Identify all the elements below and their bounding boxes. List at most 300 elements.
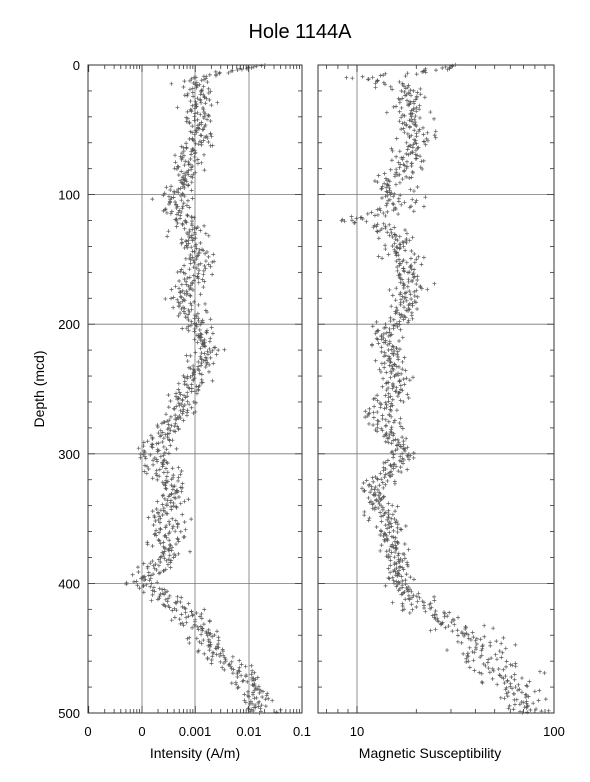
susceptibility-point bbox=[350, 76, 354, 80]
intensity-point bbox=[182, 201, 186, 205]
intensity-point bbox=[197, 281, 201, 285]
susceptibility-point bbox=[404, 436, 408, 440]
susceptibility-point bbox=[483, 664, 487, 668]
susceptibility-point bbox=[384, 584, 388, 588]
susceptibility-point bbox=[386, 567, 390, 571]
susceptibility-point bbox=[377, 254, 381, 258]
susceptibility-point bbox=[495, 683, 499, 687]
intensity-point bbox=[188, 275, 192, 279]
intensity-point bbox=[209, 661, 213, 665]
susceptibility-point bbox=[491, 677, 495, 681]
susceptibility-point bbox=[420, 159, 424, 163]
intensity-point bbox=[222, 661, 226, 665]
intensity-point bbox=[200, 616, 204, 620]
susceptibility-point bbox=[398, 235, 402, 239]
susceptibility-point bbox=[412, 577, 416, 581]
susceptibility-point bbox=[391, 202, 395, 206]
susceptibility-point bbox=[393, 509, 397, 513]
susceptibility-point bbox=[504, 665, 508, 669]
intensity-point bbox=[136, 565, 140, 569]
susceptibility-point bbox=[466, 654, 470, 658]
susceptibility-point bbox=[400, 106, 404, 110]
susceptibility-point bbox=[390, 231, 394, 235]
intensity-point bbox=[176, 552, 180, 556]
susceptibility-point bbox=[387, 531, 391, 535]
intensity-point bbox=[187, 602, 191, 606]
susceptibility-point bbox=[402, 169, 406, 173]
intensity-point bbox=[188, 130, 192, 134]
intensity-point bbox=[169, 296, 173, 300]
intensity-point bbox=[202, 153, 206, 157]
susceptibility-point bbox=[400, 579, 404, 583]
susceptibility-point bbox=[543, 671, 547, 675]
susceptibility-point bbox=[390, 503, 394, 507]
intensity-point bbox=[170, 288, 174, 292]
depth-tick-label: 500 bbox=[58, 706, 80, 721]
susceptibility-point bbox=[382, 366, 386, 370]
intensity-point bbox=[157, 441, 161, 445]
susceptibility-point bbox=[407, 83, 411, 87]
intensity-point bbox=[176, 537, 180, 541]
susceptibility-point bbox=[384, 440, 388, 444]
intensity-point bbox=[198, 241, 202, 245]
intensity-point bbox=[184, 243, 188, 247]
susceptibility-point bbox=[399, 89, 403, 93]
susceptibility-point bbox=[418, 116, 422, 120]
susceptibility-point bbox=[398, 454, 402, 458]
intensity-point bbox=[137, 446, 141, 450]
susceptibility-point bbox=[402, 305, 406, 309]
susceptibility-point bbox=[401, 155, 405, 159]
susceptibility-point bbox=[544, 697, 548, 701]
susceptibility-point bbox=[408, 378, 412, 382]
intensity-point bbox=[158, 592, 162, 596]
susceptibility-point bbox=[383, 483, 387, 487]
susceptibility-point bbox=[410, 197, 414, 201]
susceptibility-ticks bbox=[326, 65, 564, 739]
susceptibility-point bbox=[394, 253, 398, 257]
intensity-point bbox=[201, 278, 205, 282]
intensity-point bbox=[261, 690, 265, 694]
susceptibility-point bbox=[366, 77, 370, 81]
susceptibility-point bbox=[399, 127, 403, 131]
intensity-point bbox=[196, 340, 200, 344]
susceptibility-point bbox=[491, 669, 495, 673]
susceptibility-point bbox=[405, 231, 409, 235]
intensity-point bbox=[184, 257, 188, 261]
susceptibility-point bbox=[398, 110, 402, 114]
intensity-point bbox=[151, 593, 155, 597]
intensity-point bbox=[164, 412, 168, 416]
susceptibility-point bbox=[367, 407, 371, 411]
susceptibility-point bbox=[391, 398, 395, 402]
susceptibility-point bbox=[470, 650, 474, 654]
intensity-point bbox=[197, 268, 201, 272]
intensity-point bbox=[190, 124, 194, 128]
susceptibility-point bbox=[402, 568, 406, 572]
intensity-point bbox=[151, 509, 155, 513]
susceptibility-point bbox=[401, 427, 405, 431]
susceptibility-point bbox=[402, 286, 406, 290]
susceptibility-point bbox=[403, 597, 407, 601]
intensity-point bbox=[170, 209, 174, 213]
susceptibility-point bbox=[370, 343, 374, 347]
intensity-point bbox=[178, 472, 182, 476]
susceptibility-point bbox=[401, 336, 405, 340]
intensity-tick-label: 0 bbox=[138, 724, 146, 739]
intensity-point bbox=[150, 197, 154, 201]
susceptibility-point bbox=[446, 68, 450, 72]
intensity-point bbox=[183, 227, 187, 231]
susceptibility-point bbox=[538, 670, 542, 674]
susceptibility-point bbox=[399, 528, 403, 532]
susceptibility-point bbox=[494, 639, 498, 643]
susceptibility-point bbox=[394, 104, 398, 108]
susceptibility-point bbox=[413, 294, 417, 298]
intensity-point bbox=[211, 361, 215, 365]
susceptibility-point bbox=[363, 489, 367, 493]
intensity-point bbox=[131, 573, 135, 577]
susceptibility-point bbox=[397, 551, 401, 555]
intensity-point bbox=[190, 626, 194, 630]
intensity-point bbox=[189, 262, 193, 266]
intensity-point bbox=[170, 548, 174, 552]
susceptibility-point bbox=[376, 399, 380, 403]
susceptibility-point bbox=[378, 405, 382, 409]
intensity-point bbox=[156, 511, 160, 515]
susceptibility-point bbox=[404, 74, 408, 78]
susceptibility-point bbox=[397, 339, 401, 343]
intensity-point bbox=[196, 625, 200, 629]
susceptibility-point bbox=[387, 288, 391, 292]
intensity-point bbox=[180, 513, 184, 517]
susceptibility-point bbox=[503, 681, 507, 685]
intensity-point bbox=[264, 697, 268, 701]
susceptibility-point bbox=[383, 394, 387, 398]
susceptibility-point bbox=[422, 606, 426, 610]
susceptibility-point bbox=[399, 465, 403, 469]
intensity-point bbox=[187, 205, 191, 209]
susceptibility-point bbox=[393, 517, 397, 521]
susceptibility-point bbox=[499, 655, 503, 659]
susceptibility-point bbox=[406, 71, 410, 75]
susceptibility-point bbox=[468, 665, 472, 669]
intensity-point bbox=[170, 517, 174, 521]
intensity-point bbox=[185, 213, 189, 217]
intensity-point bbox=[201, 638, 205, 642]
susceptibility-point bbox=[402, 130, 406, 134]
susceptibility-point bbox=[504, 674, 508, 678]
susceptibility-point bbox=[391, 195, 395, 199]
intensity-point bbox=[205, 331, 209, 335]
chart-title: Hole 1144A bbox=[248, 21, 352, 43]
intensity-point bbox=[177, 475, 181, 479]
intensity-point bbox=[180, 237, 184, 241]
susceptibility-point bbox=[400, 435, 404, 439]
susceptibility-point bbox=[408, 188, 412, 192]
intensity-tick-label: 0 bbox=[84, 724, 92, 739]
intensity-point bbox=[168, 399, 172, 403]
susceptibility-point bbox=[362, 489, 366, 493]
intensity-point bbox=[188, 253, 192, 257]
intensity-point bbox=[155, 473, 159, 477]
susceptibility-point bbox=[399, 303, 403, 307]
intensity-point bbox=[209, 317, 213, 321]
susceptibility-point bbox=[450, 629, 454, 633]
susceptibility-point bbox=[429, 629, 433, 633]
susceptibility-point bbox=[405, 468, 409, 472]
intensity-point bbox=[161, 540, 165, 544]
intensity-point bbox=[202, 622, 206, 626]
intensity-point bbox=[177, 466, 181, 470]
susceptibility-point bbox=[371, 423, 375, 427]
depth-tick-label: 100 bbox=[58, 187, 80, 203]
susceptibility-point bbox=[380, 350, 384, 354]
intensity-point bbox=[200, 629, 204, 633]
susceptibility-point bbox=[379, 477, 383, 481]
susceptibility-point bbox=[366, 412, 370, 416]
intensity-point bbox=[186, 408, 190, 412]
susceptibility-point bbox=[412, 102, 416, 106]
susceptibility-point bbox=[364, 220, 368, 224]
susceptibility-point bbox=[472, 668, 476, 672]
susceptibility-point bbox=[399, 115, 403, 119]
susceptibility-point bbox=[396, 554, 400, 558]
susceptibility-point bbox=[401, 127, 405, 131]
depth-tick-label: 400 bbox=[58, 576, 80, 592]
susceptibility-point bbox=[400, 451, 404, 455]
intensity-point bbox=[190, 390, 194, 394]
intensity-point bbox=[169, 507, 173, 511]
intensity-point bbox=[181, 412, 185, 416]
susceptibility-point bbox=[497, 667, 501, 671]
intensity-point bbox=[146, 439, 150, 443]
susceptibility-point bbox=[387, 420, 391, 424]
susceptibility-point bbox=[396, 505, 400, 509]
susceptibility-point bbox=[379, 529, 383, 533]
intensity-point bbox=[158, 468, 162, 472]
intensity-point bbox=[180, 151, 184, 155]
intensity-point bbox=[173, 615, 177, 619]
intensity-point bbox=[186, 497, 190, 501]
susceptibility-point bbox=[380, 543, 384, 547]
intensity-point bbox=[183, 403, 187, 407]
intensity-point bbox=[202, 224, 206, 228]
susceptibility-point bbox=[350, 215, 354, 219]
intensity-point bbox=[252, 696, 256, 700]
intensity-point bbox=[192, 330, 196, 334]
susceptibility-point bbox=[380, 256, 384, 260]
intensity-point bbox=[190, 215, 194, 219]
intensity-point bbox=[207, 87, 211, 91]
susceptibility-point bbox=[391, 456, 395, 460]
intensity-point bbox=[265, 691, 269, 695]
susceptibility-point bbox=[391, 601, 395, 605]
intensity-point bbox=[164, 185, 168, 189]
intensity-point bbox=[188, 157, 192, 161]
susceptibility-point bbox=[520, 676, 524, 680]
susceptibility-point bbox=[527, 679, 531, 683]
intensity-point bbox=[254, 696, 258, 700]
intensity-point bbox=[155, 468, 159, 472]
susceptibility-point bbox=[396, 530, 400, 534]
intensity-point bbox=[170, 609, 174, 613]
susceptibility-point bbox=[390, 244, 394, 248]
susceptibility-point bbox=[392, 202, 396, 206]
susceptibility-point bbox=[412, 209, 416, 213]
intensity-point bbox=[230, 660, 234, 664]
susceptibility-point bbox=[537, 698, 541, 702]
intensity-point bbox=[155, 478, 159, 482]
susceptibility-point bbox=[401, 461, 405, 465]
susceptibility-point bbox=[403, 228, 407, 232]
susceptibility-point bbox=[389, 168, 393, 172]
susceptibility-point bbox=[394, 389, 398, 393]
susceptibility-axis-label: Magnetic Susceptibility bbox=[358, 745, 502, 761]
intensity-point bbox=[239, 674, 243, 678]
susceptibility-point bbox=[392, 467, 396, 471]
susceptibility-point bbox=[383, 247, 387, 251]
intensity-point bbox=[173, 422, 177, 426]
susceptibility-point bbox=[355, 217, 359, 221]
intensity-point bbox=[155, 500, 159, 504]
susceptibility-point bbox=[397, 365, 401, 369]
susceptibility-point bbox=[391, 576, 395, 580]
susceptibility-point bbox=[409, 94, 413, 98]
intensity-point bbox=[162, 445, 166, 449]
susceptibility-point bbox=[399, 384, 403, 388]
intensity-point bbox=[184, 141, 188, 145]
intensity-point bbox=[189, 152, 193, 156]
intensity-point bbox=[196, 254, 200, 258]
intensity-point bbox=[163, 297, 167, 301]
intensity-point bbox=[207, 648, 211, 652]
intensity-point bbox=[222, 348, 226, 352]
intensity-point bbox=[190, 255, 194, 259]
intensity-point bbox=[192, 115, 196, 119]
susceptibility-point bbox=[367, 518, 371, 522]
intensity-point bbox=[190, 131, 194, 135]
intensity-point bbox=[196, 303, 200, 307]
intensity-tick-label: 0.01 bbox=[236, 724, 262, 739]
intensity-point bbox=[179, 295, 183, 299]
intensity-point bbox=[182, 535, 186, 539]
intensity-point bbox=[155, 442, 159, 446]
intensity-point bbox=[177, 173, 181, 177]
susceptibility-point bbox=[461, 652, 465, 656]
intensity-point bbox=[155, 460, 159, 464]
susceptibility-point bbox=[410, 317, 414, 321]
intensity-point bbox=[199, 133, 203, 137]
susceptibility-point bbox=[411, 235, 415, 239]
susceptibility-point bbox=[381, 481, 385, 485]
intensity-point bbox=[207, 234, 211, 238]
intensity-point bbox=[188, 550, 192, 554]
susceptibility-point bbox=[399, 575, 403, 579]
intensity-point bbox=[196, 365, 200, 369]
intensity-point bbox=[185, 204, 189, 208]
susceptibility-point bbox=[528, 708, 532, 712]
susceptibility-point bbox=[389, 304, 393, 308]
intensity-point bbox=[183, 520, 187, 524]
susceptibility-point bbox=[388, 198, 392, 202]
susceptibility-point bbox=[432, 598, 436, 602]
intensity-point bbox=[174, 542, 178, 546]
intensity-point bbox=[179, 600, 183, 604]
susceptibility-point bbox=[434, 609, 438, 613]
intensity-point bbox=[161, 465, 165, 469]
intensity-point bbox=[203, 302, 207, 306]
intensity-point bbox=[181, 482, 185, 486]
intensity-points bbox=[124, 63, 282, 715]
intensity-point bbox=[207, 363, 211, 367]
intensity-point bbox=[199, 346, 203, 350]
susceptibility-point bbox=[373, 214, 377, 218]
intensity-point bbox=[181, 204, 185, 208]
susceptibility-point bbox=[412, 189, 416, 193]
susceptibility-point bbox=[415, 600, 419, 604]
intensity-point bbox=[161, 503, 165, 507]
intensity-point bbox=[185, 94, 189, 98]
susceptibility-point bbox=[499, 696, 503, 700]
susceptibility-point bbox=[353, 220, 357, 224]
intensity-point bbox=[156, 538, 160, 542]
intensity-point bbox=[191, 288, 195, 292]
intensity-point bbox=[199, 101, 203, 105]
susceptibility-point bbox=[415, 278, 419, 282]
susceptibility-point bbox=[434, 627, 438, 631]
intensity-point bbox=[195, 325, 199, 329]
susceptibility-point bbox=[506, 679, 510, 683]
susceptibility-point bbox=[482, 635, 486, 639]
susceptibility-point bbox=[456, 640, 460, 644]
susceptibility-point bbox=[393, 418, 397, 422]
intensity-point bbox=[187, 267, 191, 271]
intensity-point bbox=[144, 457, 148, 461]
susceptibility-point bbox=[388, 558, 392, 562]
susceptibility-point bbox=[533, 689, 537, 693]
intensity-point bbox=[181, 419, 185, 423]
intensity-point bbox=[180, 469, 184, 473]
intensity-point bbox=[192, 118, 196, 122]
intensity-point bbox=[180, 283, 184, 287]
intensity-point bbox=[185, 146, 189, 150]
susceptibility-point bbox=[383, 214, 387, 218]
intensity-point bbox=[161, 494, 165, 498]
susceptibility-point bbox=[434, 68, 438, 72]
susceptibility-point bbox=[445, 614, 449, 618]
intensity-point bbox=[185, 289, 189, 293]
susceptibility-point bbox=[384, 370, 388, 374]
intensity-point bbox=[203, 345, 207, 349]
intensity-point bbox=[215, 629, 219, 633]
intensity-point bbox=[167, 405, 171, 409]
susceptibility-point bbox=[372, 225, 376, 229]
susceptibility-point bbox=[482, 662, 486, 666]
susceptibility-point bbox=[410, 279, 414, 283]
susceptibility-point bbox=[452, 623, 456, 627]
susceptibility-point bbox=[386, 459, 390, 463]
susceptibility-point bbox=[499, 641, 503, 645]
susceptibility-point bbox=[399, 242, 403, 246]
intensity-point bbox=[202, 95, 206, 99]
susceptibility-point bbox=[379, 514, 383, 518]
intensity-point bbox=[199, 351, 203, 355]
susceptibility-point bbox=[352, 221, 356, 225]
intensity-point bbox=[215, 101, 219, 105]
susceptibility-point bbox=[505, 659, 509, 663]
intensity-point bbox=[177, 279, 181, 283]
